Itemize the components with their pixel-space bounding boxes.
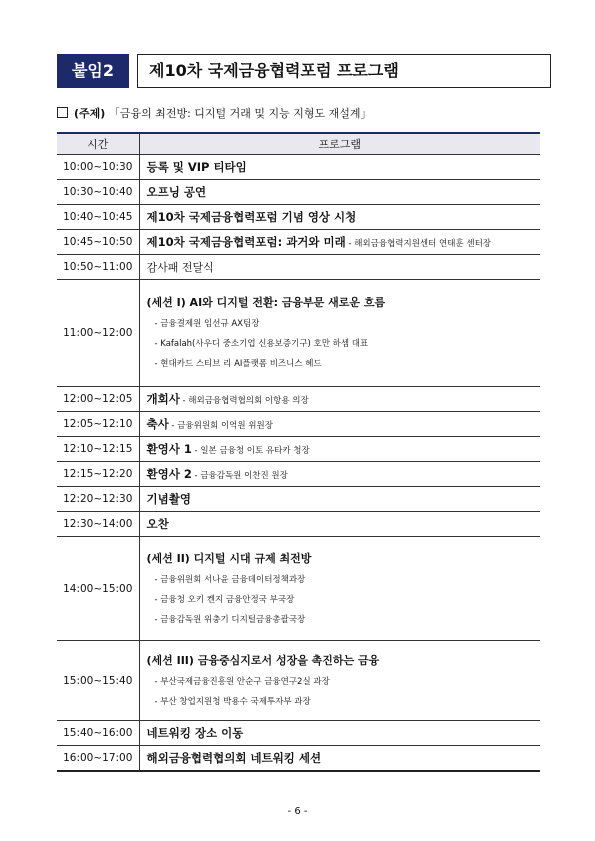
program-main: 감사패 전달식: [146, 261, 214, 274]
program-detail: - 금융위원회 이억원 위원장: [168, 421, 273, 431]
program-cell: [139, 230, 540, 255]
session-speaker: - 금융위원회 서나윤 금융데이터정책과장: [154, 574, 306, 585]
column-header-time: 시간: [57, 133, 139, 155]
program-detail: - 해외금융협력지원센터 연태훈 센터장: [345, 239, 492, 249]
table-row-session: [57, 280, 540, 387]
time-cell: 12:15~12:20: [57, 462, 139, 487]
program-main: 개회사: [146, 392, 180, 406]
session-speaker: - 금융감독원 위충기 디지털금융총괄국장: [154, 614, 306, 625]
time-cell: 12:10~12:15: [57, 437, 139, 462]
table-row: [57, 487, 540, 512]
subject-line: [57, 105, 372, 121]
program-cell: [139, 462, 540, 487]
time-cell: 11:00~12:00: [57, 280, 139, 387]
program-cell: [139, 537, 540, 641]
session-speaker: - 금융청 오키 켄지 금융안정국 부국장: [154, 594, 295, 605]
session-title: (세션 III) 금융중심지로서 성장을 촉진하는 금융: [146, 653, 380, 667]
program-detail: - 해외금융협력협의회 이항용 의장: [179, 396, 309, 406]
session-speaker: - 현대카드 스티브 리 AI플랫폼 비즈니스 헤드: [154, 359, 322, 369]
program-cell: [139, 721, 540, 746]
program-cell: [139, 746, 540, 772]
table-row: [57, 255, 540, 280]
program-cell: [139, 387, 540, 412]
time-cell: 10:00~10:30: [57, 155, 139, 180]
subject-label: (주제): [74, 107, 106, 120]
session-title: (세션 I) AI와 디지털 전환: 금융부문 새로운 흐름: [146, 296, 386, 309]
program-main: 제10차 국제금융협력포럼: 과거와 미래: [146, 235, 346, 249]
time-cell: 10:30~10:40: [57, 180, 139, 205]
session-speaker: - 부산 창업지원청 박용수 국제투자부 과장: [154, 696, 311, 707]
time-cell: 12:20~12:30: [57, 487, 139, 512]
session-speaker: - 부산국제금융진흥원 안순구 금융연구2실 과장: [154, 676, 330, 687]
time-cell: 16:00~17:00: [57, 746, 139, 772]
program-main: 축사: [146, 417, 169, 431]
table-row: [57, 437, 540, 462]
program-main: 오프닝 공연: [146, 185, 207, 199]
time-cell: 12:30~14:00: [57, 512, 139, 537]
program-cell: [139, 512, 540, 537]
subject-text: 「금융의 최전방: 디지털 거래 및 지능 지형도 재설계」: [108, 107, 372, 120]
program-main: 기념촬영: [146, 492, 191, 506]
time-cell: 10:50~11:00: [57, 255, 139, 280]
table-row: [57, 230, 540, 255]
page-title: 제10차 국제금융협력포럼 프로그램: [137, 54, 551, 88]
program-cell: [139, 280, 540, 387]
program-main: 제10차 국제금융협력포럼 기념 영상 시청: [146, 210, 357, 224]
table-row: [57, 387, 540, 412]
table-row-session: [57, 537, 540, 641]
table-row: [57, 721, 540, 746]
program-main: 해외금융협력협의회 네트워킹 세션: [146, 751, 322, 765]
program-main: 환영사 1: [146, 442, 192, 456]
checkbox-square-icon: [57, 107, 68, 118]
page-header: [57, 54, 540, 88]
session-speaker: - 금융결제원 임선규 AX팀장: [154, 319, 260, 329]
program-cell: [139, 437, 540, 462]
time-cell: 10:45~10:50: [57, 230, 139, 255]
time-cell: 12:00~12:05: [57, 387, 139, 412]
table-row: [57, 746, 540, 772]
program-cell: [139, 412, 540, 437]
table-row: [57, 205, 540, 230]
time-cell: 12:05~12:10: [57, 412, 139, 437]
time-cell: 15:00~15:40: [57, 641, 139, 721]
program-main: 등록 및 VIP 티타임: [146, 160, 247, 174]
time-cell: 15:40~16:00: [57, 721, 139, 746]
program-table: [57, 132, 540, 772]
program-main: 네트워킹 장소 이동: [146, 726, 244, 740]
appendix-tag: 붙임2: [57, 54, 129, 88]
session-title: (세션 II) 디지털 시대 규제 최전방: [146, 551, 312, 565]
session-speaker: - Kafalah(사우디 중소기업 신용보증기구) 호만 하셈 대표: [154, 339, 369, 349]
program-cell: [139, 180, 540, 205]
program-cell: [139, 155, 540, 180]
page-number: - 6 -: [287, 806, 308, 817]
program-main: 오찬: [146, 517, 169, 531]
table-row: [57, 462, 540, 487]
table-row: [57, 180, 540, 205]
table-row: [57, 412, 540, 437]
table-row-session: [57, 641, 540, 721]
program-cell: [139, 205, 540, 230]
time-cell: 10:40~10:45: [57, 205, 139, 230]
program-detail: - 일본 금융청 이토 유타카 청장: [191, 446, 310, 456]
program-main: 환영사 2: [146, 467, 192, 481]
program-cell: [139, 255, 540, 280]
program-cell: [139, 487, 540, 512]
time-cell: 14:00~15:00: [57, 537, 139, 641]
column-header-program: 프로그램: [139, 133, 540, 155]
table-row: [57, 155, 540, 180]
table-row: [57, 512, 540, 537]
program-detail: - 금융감독원 이찬진 원장: [191, 471, 288, 481]
program-cell: [139, 641, 540, 721]
